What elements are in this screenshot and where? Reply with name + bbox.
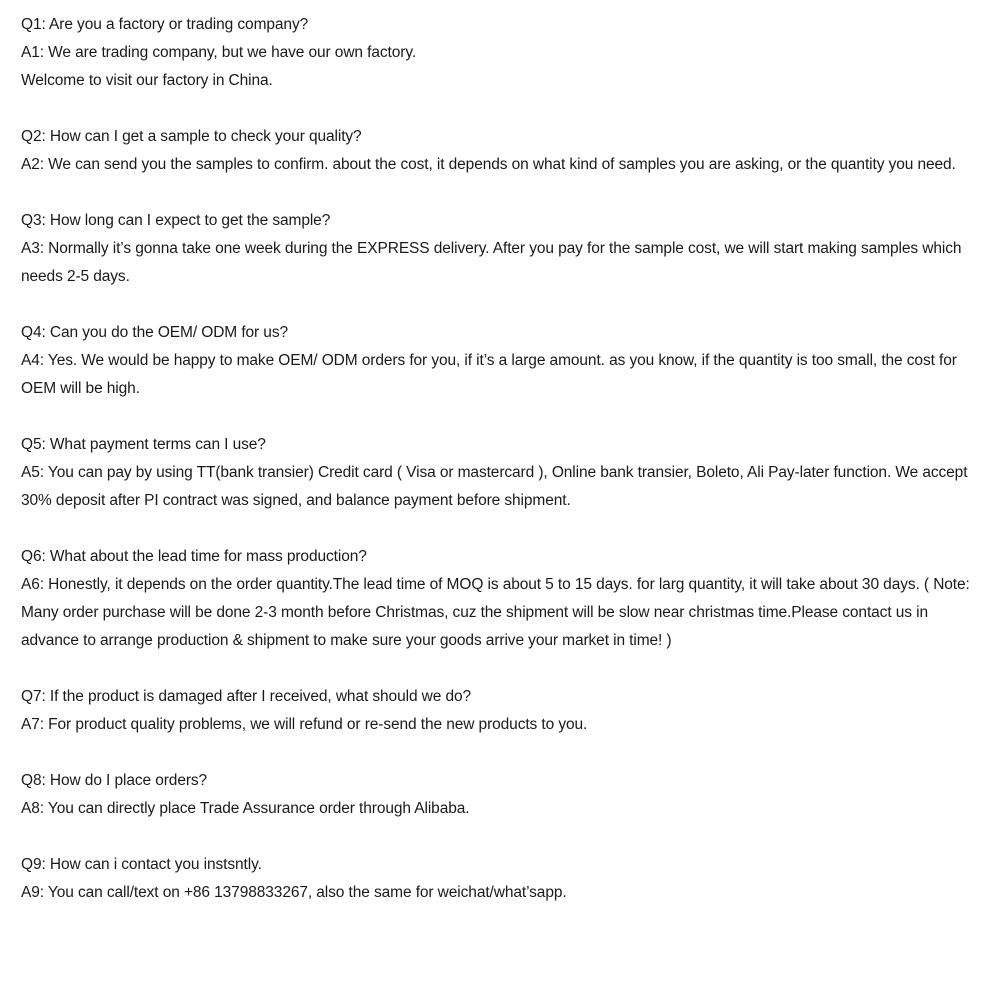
faq-answer: A2: We can send you the samples to confirm. about the cost, it depends on what kind of samples you are asking, or the quantity you need. bbox=[21, 156, 956, 173]
faq-answer: A8: You can directly place Trade Assurance order through Alibaba. bbox=[21, 800, 470, 817]
faq-item-8 bbox=[21, 767, 981, 823]
faq-item-5 bbox=[21, 431, 981, 515]
faq-question: Q2: How can I get a sample to check your quality? bbox=[21, 128, 362, 145]
faq-answer: A9: You can call/text on +86 13798833267, also the same for weichat/what’sapp. bbox=[21, 884, 567, 901]
faq-question: Q5: What payment terms can I use? bbox=[21, 436, 266, 453]
faq-answer: A7: For product quality problems, we will refund or re-send the new products to you. bbox=[21, 716, 588, 733]
faq-item-6 bbox=[21, 543, 981, 655]
faq-question: Q6: What about the lead time for mass production? bbox=[21, 548, 367, 565]
faq-question: Q1: Are you a factory or trading company? bbox=[21, 16, 309, 33]
faq-list bbox=[21, 11, 981, 935]
faq-item-4 bbox=[21, 319, 981, 403]
faq-answer: A3: Normally it’s gonna take one week during the EXPRESS delivery. After you pay for the sample cost, we will start making samples which needs 2-5 days. bbox=[21, 240, 962, 285]
faq-question: Q8: How do I place orders? bbox=[21, 772, 208, 789]
faq-question: Q4: Can you do the OEM/ ODM for us? bbox=[21, 324, 289, 341]
faq-item-2 bbox=[21, 123, 981, 179]
faq-item-1 bbox=[21, 11, 981, 95]
faq-answer: A1: We are trading company, but we have our own factory. bbox=[21, 44, 417, 61]
faq-answer-extra: Welcome to visit our factory in China. bbox=[21, 72, 273, 89]
faq-question: Q7: If the product is damaged after I received, what should we do? bbox=[21, 688, 472, 705]
faq-item-7 bbox=[21, 683, 981, 739]
faq-answer: A6: Honestly, it depends on the order quantity.The lead time of MOQ is about 5 to 15 days. for larg quantity, it will take about 30 days. ( Note: Many order purchase will be done 2-3 month before Christmas, cuz the shipment will be slow near christmas time.Please contact us in advance to arrange production & shipment to make sure your goods arrive your market in time! ) bbox=[21, 576, 970, 649]
faq-question: Q3: How long can I expect to get the sample? bbox=[21, 212, 331, 229]
faq-question: Q9: How can i contact you instsntly. bbox=[21, 856, 262, 873]
faq-item-9 bbox=[21, 851, 981, 907]
faq-answer: A5: You can pay by using TT(bank transier) Credit card ( Visa or mastercard ), Online bank transier, Boleto, Ali Pay-later function. We accept 30% deposit after PI contract was signed, and balance payment before shipment. bbox=[21, 464, 968, 509]
faq-item-3 bbox=[21, 207, 981, 291]
faq-answer: A4: Yes. We would be happy to make OEM/ ODM orders for you, if it’s a large amount. as you know, if the quantity is too small, the cost for OEM will be high. bbox=[21, 352, 957, 397]
